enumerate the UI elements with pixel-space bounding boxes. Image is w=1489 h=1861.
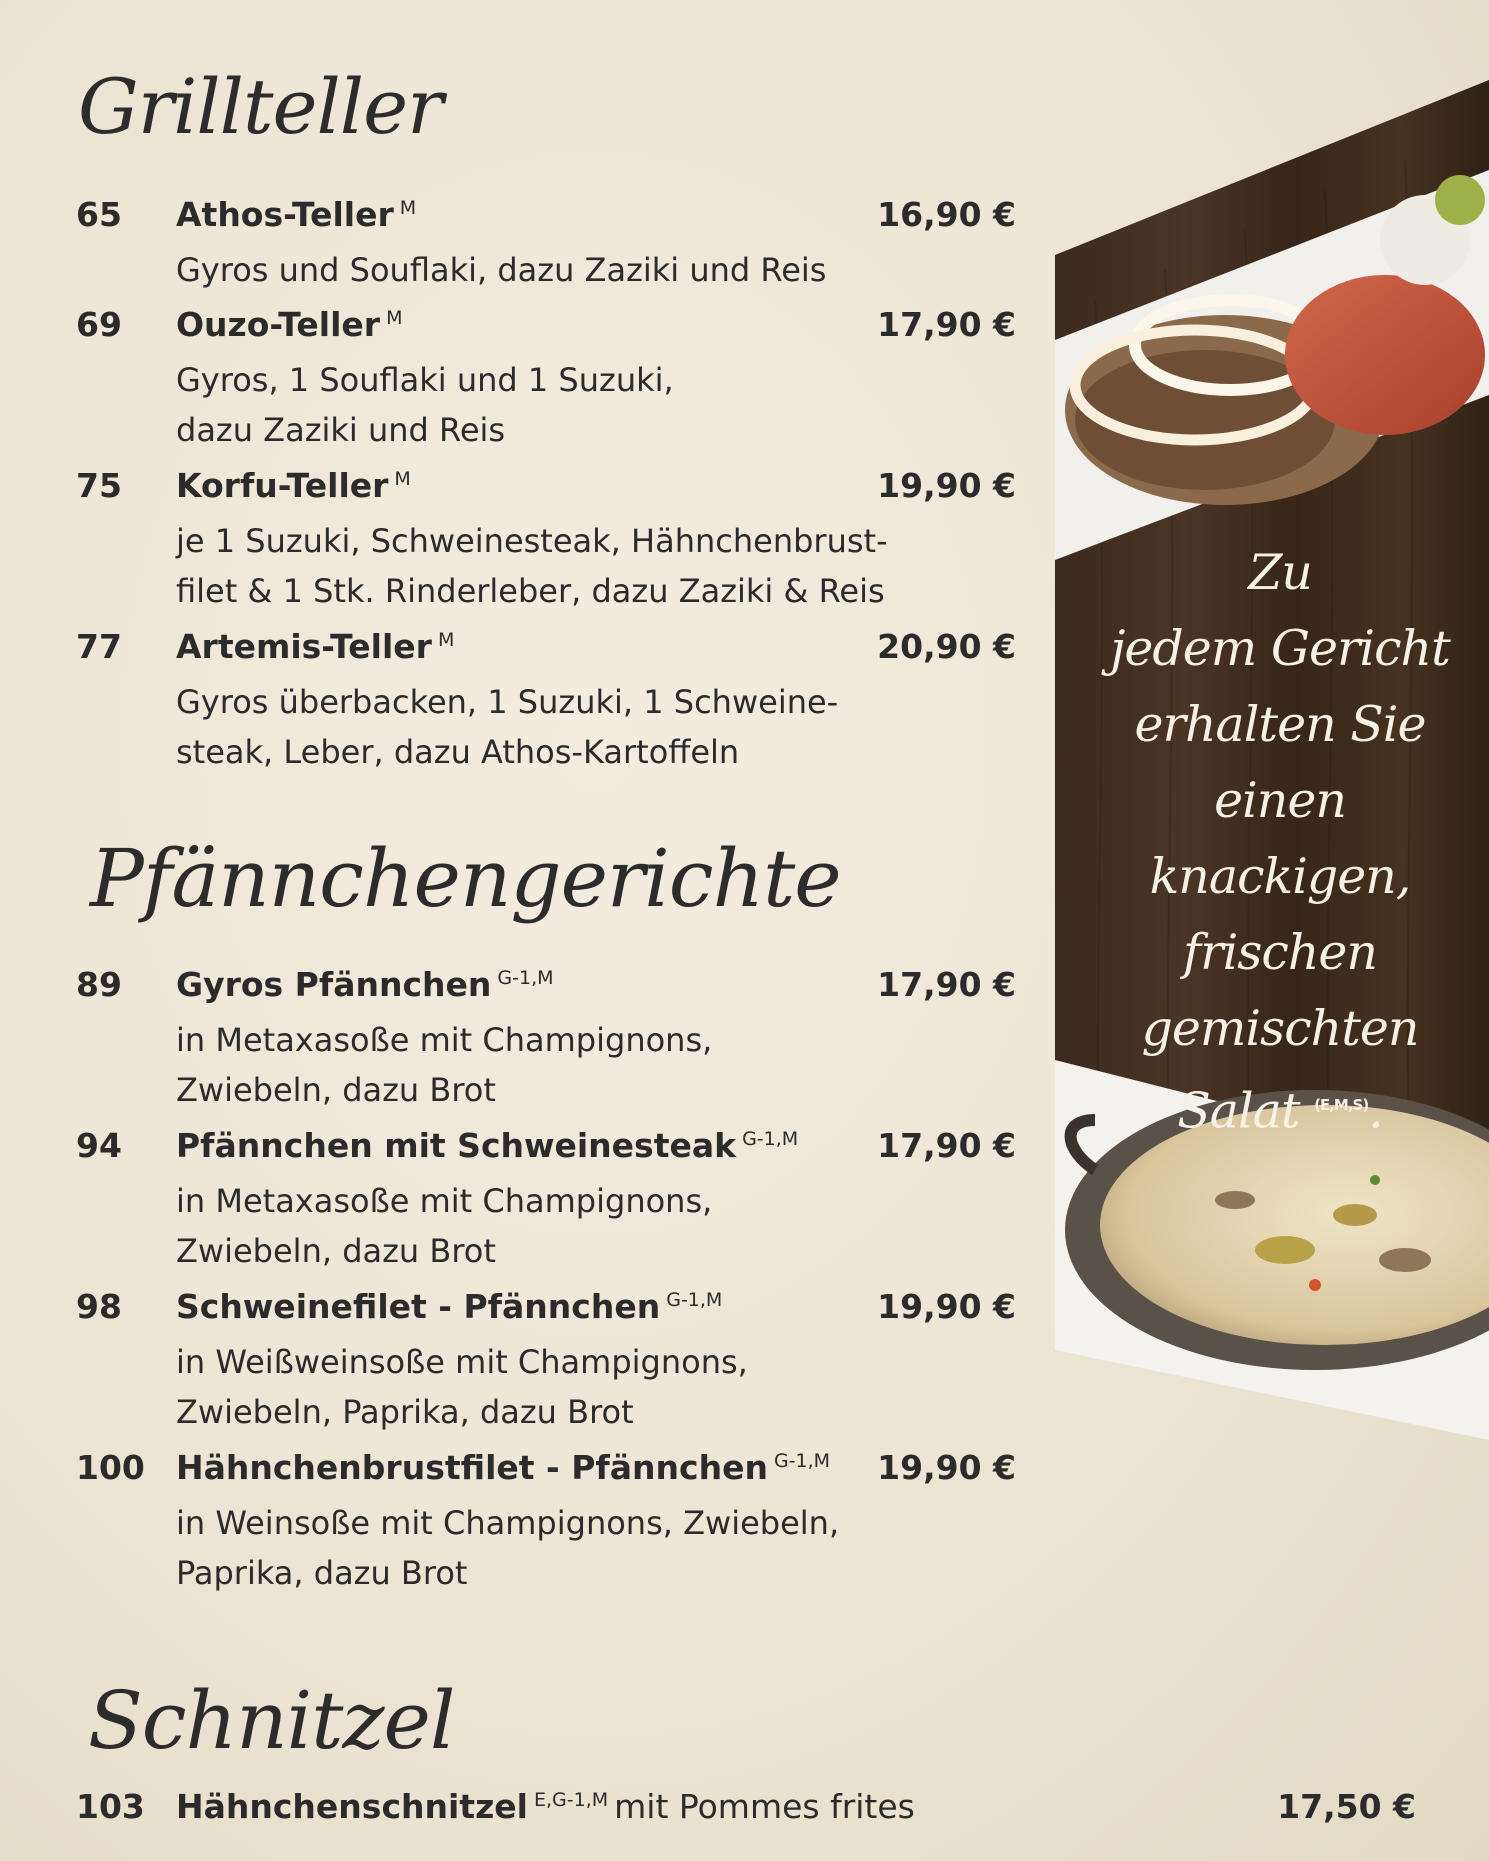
item-name: Pfännchen mit Schweinesteak $^{G-1,M}$ [176,1126,799,1165]
section-title-pfannchengerichte: Pfännchengerichte [90,832,841,925]
item-description: filet & 1 Stk. Rinderleber, dazu Zaziki & Reis [176,572,885,610]
item-price: 17,50 € [1277,1787,1416,1826]
item-name: Hähnchenbrustfilet - Pfännchen $^{G-1,M}$ [176,1448,831,1487]
menu-item-77 [76,627,1016,777]
item-price: 20,90 € [877,627,1016,666]
item-price: 19,90 € [877,1287,1016,1326]
allergen-codes: G-1,M [666,1289,723,1311]
side-note-line: erhalten Sie [1134,696,1426,753]
menu-item-100 [76,1448,1016,1598]
allergen-codes: M [399,197,417,219]
side-note-line: einen knackigen, [1149,772,1411,905]
menu-item-94 [76,1126,1016,1276]
menu-item-89 [76,965,1016,1115]
item-description: Zwiebeln, dazu Brot [176,1071,496,1109]
item-description: in Weinsoße mit Champignons, Zwiebeln, [176,1504,840,1542]
item-price: 19,90 € [877,466,1016,505]
section-title-schnitzel: Schnitzel [88,1674,455,1767]
menu-item-65 [76,195,1016,295]
item-number: 100 [76,1448,145,1487]
item-name: Schweinefilet - Pfännchen $^{G-1,M}$ [176,1287,723,1326]
allergen-codes: M [394,468,411,490]
item-description: Gyros und Souflaki, dazu Zaziki und Reis [176,251,827,289]
allergen-codes: G-1,M [742,1128,799,1150]
item-name: Athos-Teller $^M$ [176,195,417,234]
item-description: steak, Leber, dazu Athos-Kartoffeln [176,733,740,771]
allergen-codes: M [437,629,455,651]
item-price: 19,90 € [877,1448,1016,1487]
item-number: 77 [76,627,122,666]
allergen-codes: (E,M,S) [1314,1096,1369,1114]
item-number: 98 [76,1287,122,1326]
item-price: 17,90 € [877,1126,1016,1165]
item-description: Gyros, 1 Souflaki und 1 Suzuki, [176,361,674,399]
item-number: 89 [76,965,122,1004]
item-name: Artemis-Teller $^M$ [176,627,455,666]
item-description: in Metaxasoße mit Champignons, [176,1182,713,1220]
menu-item-75 [76,466,1016,616]
item-number: 94 [76,1126,122,1165]
item-description: in Weißweinsoße mit Champignons, [176,1343,748,1381]
item-price: 17,90 € [877,305,1016,344]
item-number: 103 [76,1787,145,1826]
item-description: dazu Zaziki und Reis [176,411,506,449]
item-description: Gyros überbacken, 1 Suzuki, 1 Schweine- [176,683,839,721]
item-number: 65 [76,195,122,234]
item-number: 75 [76,466,122,505]
item-name: Hähnchenschnitzel $^{E,G-1,M}$ mit Pommes frites [176,1787,915,1826]
allergen-codes: M [386,307,403,329]
menu-item-98 [76,1287,1016,1437]
item-name: Ouzo-Teller $^M$ [176,305,403,344]
allergen-codes: G-1,M [497,967,554,989]
item-price: 17,90 € [877,965,1016,1004]
side-note-line: Salat $^{(E,M,S)}$. [1177,1082,1383,1140]
side-note-line: Zu [1248,544,1312,601]
section-title-grillteller: Grillteller [78,62,443,151]
side-note-line: jedem Gericht [1110,620,1450,677]
item-name: Gyros Pfännchen $^{G-1,M}$ [176,965,554,1004]
item-name: Korfu-Teller $^M$ [176,466,411,505]
item-description: Paprika, dazu Brot [176,1554,468,1592]
side-note-salad [1080,535,1480,1149]
item-description: mit Pommes frites [614,1787,915,1826]
side-note-line: gemischten [1141,1000,1419,1057]
side-note-line: frischen [1183,924,1377,981]
allergen-codes: G-1,M [773,1450,831,1472]
allergen-codes: E,G-1,M [533,1789,609,1811]
menu-item-69 [76,305,1016,455]
item-price: 16,90 € [877,195,1016,234]
item-number: 69 [76,305,122,344]
item-description: Zwiebeln, Paprika, dazu Brot [176,1393,634,1431]
item-description: in Metaxasoße mit Champignons, [176,1021,713,1059]
item-description: je 1 Suzuki, Schweinesteak, Hähnchenbrust- [176,522,888,560]
item-description: Zwiebeln, dazu Brot [176,1232,496,1270]
